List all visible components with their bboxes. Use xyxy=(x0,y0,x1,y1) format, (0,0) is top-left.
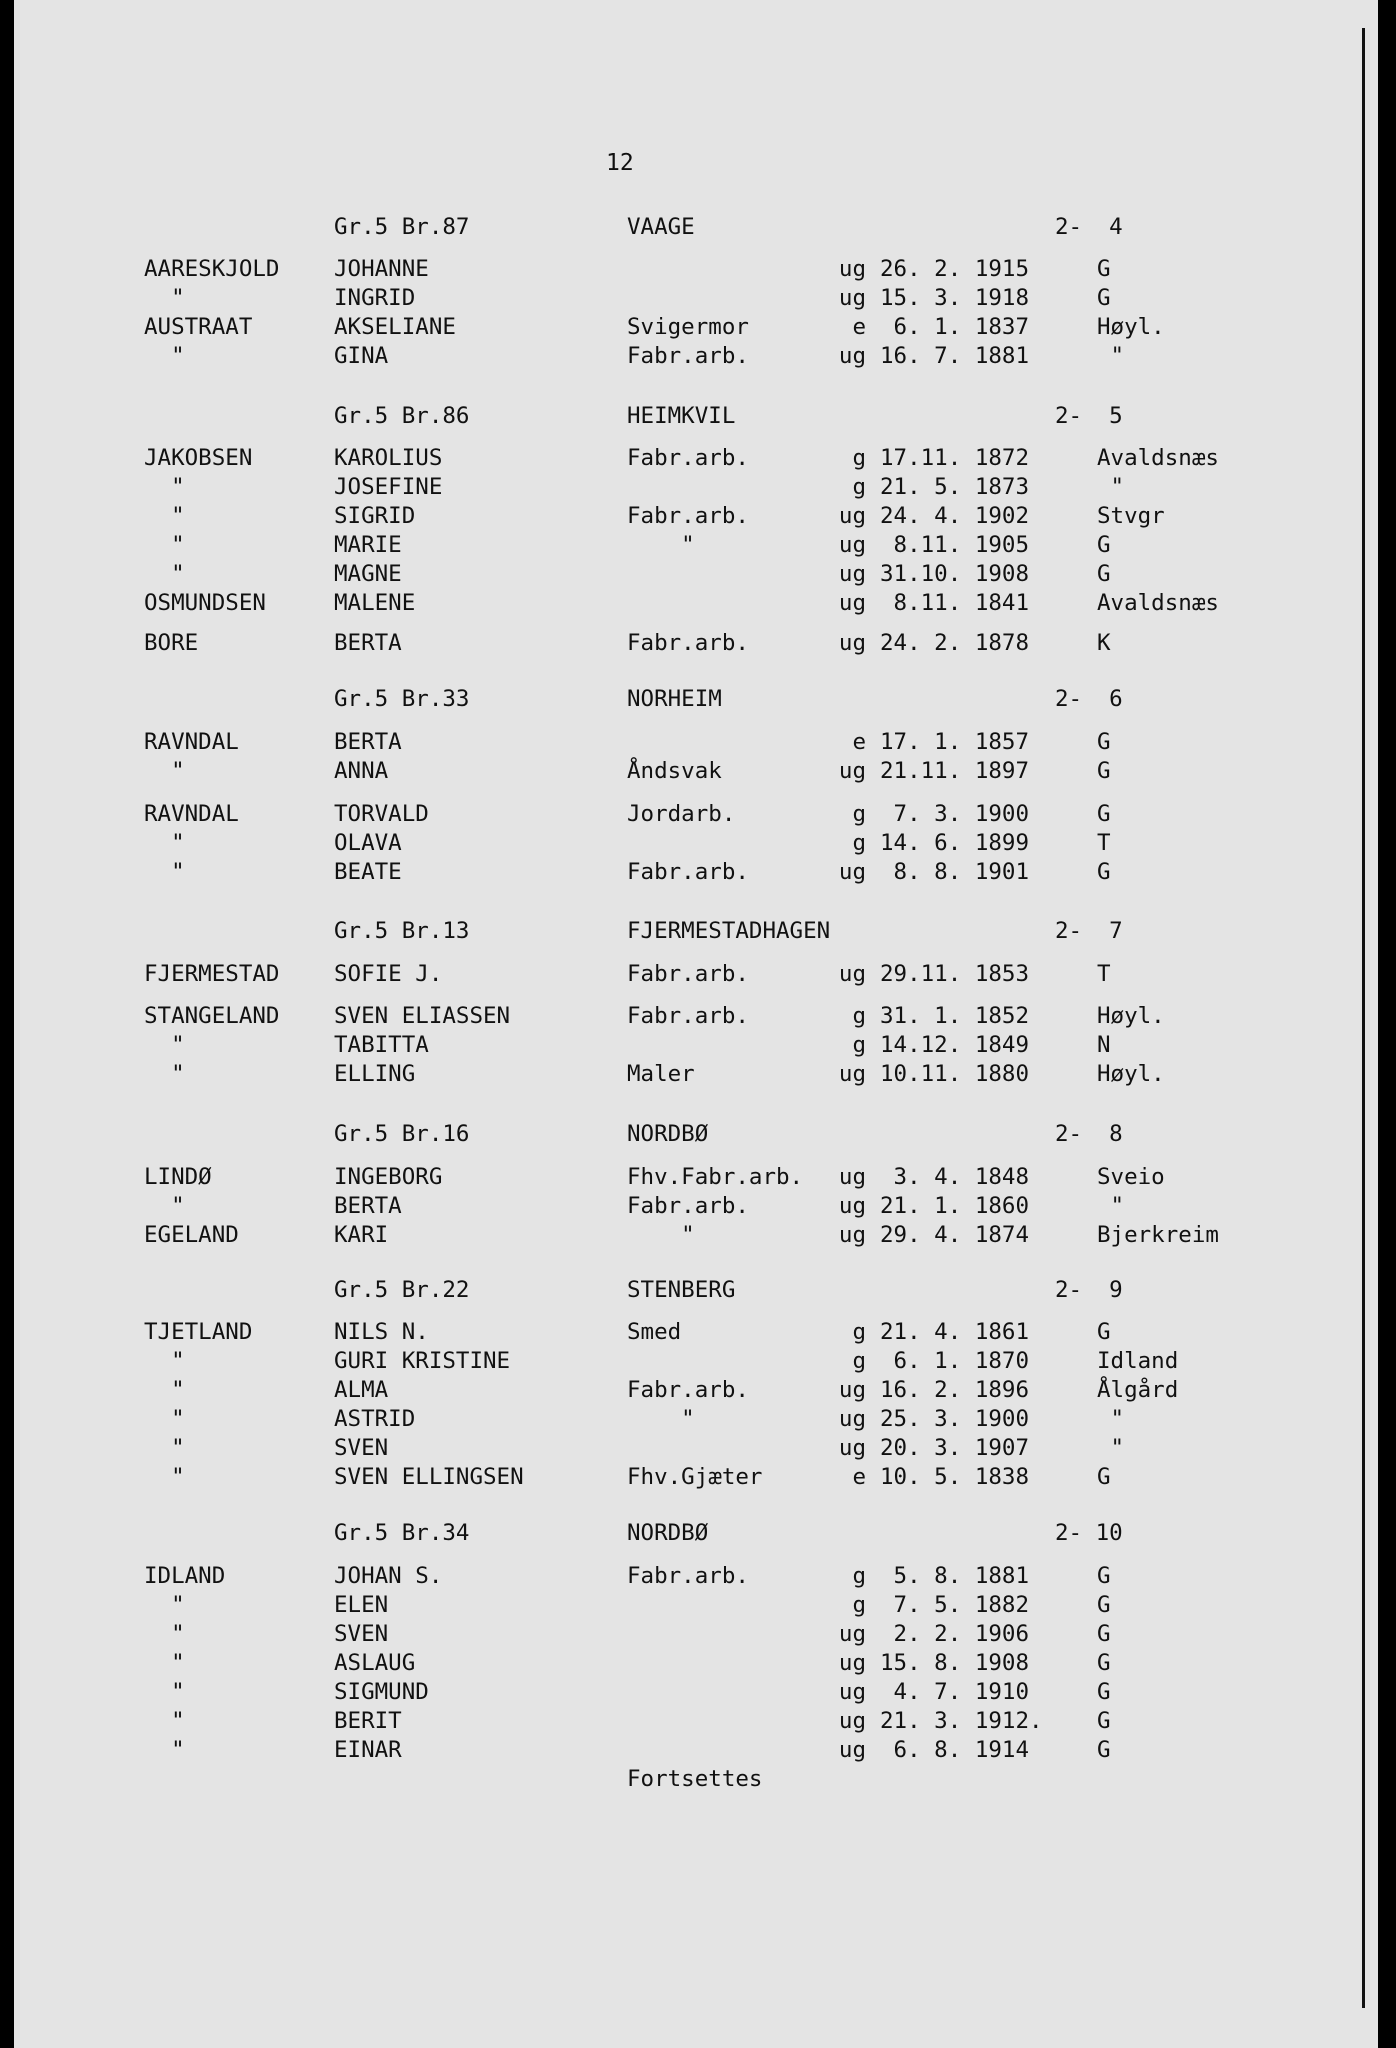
civil-status: ug xyxy=(838,343,866,369)
given-name: BERTA xyxy=(334,630,402,656)
civil-status: g xyxy=(852,1003,866,1029)
birth-date: 21.11. 1897 xyxy=(880,758,1030,784)
birth-place: Avaldsnæs xyxy=(1097,445,1219,471)
birth-date: 8.11. 1905 xyxy=(880,532,1030,558)
given-name: INGRID xyxy=(334,285,416,311)
surname: " xyxy=(144,1061,185,1087)
birth-date: 29.11. 1853 xyxy=(880,961,1030,987)
birth-place: G xyxy=(1097,729,1111,755)
birth-date: 21. 5. 1873 xyxy=(880,474,1030,500)
birth-place: G xyxy=(1097,859,1111,885)
birth-place: T xyxy=(1097,961,1111,987)
occupation: Fabr.arb. xyxy=(627,961,749,987)
birth-place: Høyl. xyxy=(1097,1061,1165,1087)
birth-date: 26. 2. 1915 xyxy=(880,256,1030,282)
birth-place: G xyxy=(1097,1319,1111,1345)
surname: " xyxy=(144,1348,185,1374)
given-name: SIGMUND xyxy=(334,1679,429,1705)
civil-status: e xyxy=(852,314,866,340)
birth-place: K xyxy=(1097,630,1111,656)
continued-label: Fortsettes xyxy=(627,1766,763,1792)
occupation: Fabr.arb. xyxy=(627,445,749,471)
birth-date: 6. 1. 1837 xyxy=(880,314,1030,340)
given-name: JOSEFINE xyxy=(334,474,443,500)
surname: OSMUNDSEN xyxy=(144,590,266,616)
group-reference: Gr.5 Br.22 xyxy=(334,1277,470,1303)
surname: " xyxy=(144,285,185,311)
occupation: Fhv.Fabr.arb. xyxy=(627,1164,804,1190)
occupation: Fabr.arb. xyxy=(627,503,749,529)
birth-place: G xyxy=(1097,532,1111,558)
civil-status: ug xyxy=(838,1708,866,1734)
surname: " xyxy=(144,1377,185,1403)
birth-date: 14.12. 1849 xyxy=(880,1032,1030,1058)
surname: " xyxy=(144,1621,185,1647)
birth-date: 7. 3. 1900 xyxy=(880,801,1030,827)
surname: RAVNDAL xyxy=(144,801,239,827)
birth-place: G xyxy=(1097,758,1111,784)
surname: " xyxy=(144,1193,185,1219)
surname: IDLAND xyxy=(144,1563,226,1589)
civil-status: ug xyxy=(838,1406,866,1432)
group-reference: Gr.5 Br.87 xyxy=(334,214,470,240)
birth-date: 24. 2. 1878 xyxy=(880,630,1030,656)
surname: JAKOBSEN xyxy=(144,445,253,471)
given-name: TABITTA xyxy=(334,1032,429,1058)
birth-place: Stvgr xyxy=(1097,503,1165,529)
civil-status: g xyxy=(852,830,866,856)
birth-place: G xyxy=(1097,285,1111,311)
occupation: Fhv.Gjæter xyxy=(627,1464,763,1490)
civil-status: ug xyxy=(838,1650,866,1676)
surname: " xyxy=(144,561,185,587)
birth-place: G xyxy=(1097,801,1111,827)
civil-status: ug xyxy=(838,561,866,587)
birth-date: 7. 5. 1882 xyxy=(880,1592,1030,1618)
birth-date: 6. 1. 1870 xyxy=(880,1348,1030,1374)
birth-place: G xyxy=(1097,561,1111,587)
household-number: 2- 9 xyxy=(1055,1277,1123,1303)
occupation: " xyxy=(627,532,695,558)
birth-place: " xyxy=(1097,1435,1125,1461)
surname: LINDØ xyxy=(144,1164,212,1190)
birth-date: 8.11. 1841 xyxy=(880,590,1030,616)
surname: " xyxy=(144,830,185,856)
given-name: SVEN ELIASSEN xyxy=(334,1003,511,1029)
surname: TJETLAND xyxy=(144,1319,253,1345)
given-name: KAROLIUS xyxy=(334,445,443,471)
group-reference: Gr.5 Br.13 xyxy=(334,918,470,944)
birth-date: 5. 8. 1881 xyxy=(880,1563,1030,1589)
birth-place: G xyxy=(1097,1563,1111,1589)
civil-status: g xyxy=(852,1592,866,1618)
surname: EGELAND xyxy=(144,1222,239,1248)
farm-name: FJERMESTADHAGEN xyxy=(627,918,831,944)
birth-place: G xyxy=(1097,1621,1111,1647)
given-name: MAGNE xyxy=(334,561,402,587)
birth-date: 24. 4. 1902 xyxy=(880,503,1030,529)
household-number: 2- 5 xyxy=(1055,403,1123,429)
civil-status: ug xyxy=(838,1435,866,1461)
occupation: Svigermor xyxy=(627,314,749,340)
birth-place: Avaldsnæs xyxy=(1097,590,1219,616)
given-name: AKSELIANE xyxy=(334,314,456,340)
given-name: KARI xyxy=(334,1222,389,1248)
group-reference: Gr.5 Br.86 xyxy=(334,403,470,429)
civil-status: g xyxy=(852,1563,866,1589)
birth-place: T xyxy=(1097,830,1111,856)
birth-place: G xyxy=(1097,1592,1111,1618)
given-name: INGEBORG xyxy=(334,1164,443,1190)
civil-status: g xyxy=(852,1319,866,1345)
civil-status: e xyxy=(852,1464,866,1490)
given-name: ASTRID xyxy=(334,1406,416,1432)
given-name: BEATE xyxy=(334,859,402,885)
occupation: Fabr.arb. xyxy=(627,630,749,656)
occupation: " xyxy=(627,1406,695,1432)
birth-place: Sveio xyxy=(1097,1164,1165,1190)
birth-place: Idland xyxy=(1097,1348,1179,1374)
surname: STANGELAND xyxy=(144,1003,280,1029)
occupation: Fabr.arb. xyxy=(627,1193,749,1219)
occupation: Maler xyxy=(627,1061,695,1087)
occupation: Jordarb. xyxy=(627,801,736,827)
given-name: SVEN xyxy=(334,1621,389,1647)
given-name: GINA xyxy=(334,343,389,369)
household-number: 2- 4 xyxy=(1055,214,1123,240)
given-name: MALENE xyxy=(334,590,416,616)
given-name: SVEN xyxy=(334,1435,389,1461)
birth-place: G xyxy=(1097,1737,1111,1763)
birth-place: Høyl. xyxy=(1097,1003,1165,1029)
birth-place: " xyxy=(1097,1193,1125,1219)
household-number: 2- 8 xyxy=(1055,1121,1123,1147)
birth-date: 31. 1. 1852 xyxy=(880,1003,1030,1029)
given-name: TORVALD xyxy=(334,801,429,827)
surname: " xyxy=(144,474,185,500)
civil-status: ug xyxy=(838,590,866,616)
birth-date: 4. 7. 1910 xyxy=(880,1679,1030,1705)
surname: " xyxy=(144,1464,185,1490)
page-number: 12 xyxy=(606,150,634,176)
birth-date: 15. 3. 1918 xyxy=(880,285,1030,311)
birth-date: 16. 7. 1881 xyxy=(880,343,1030,369)
birth-place: G xyxy=(1097,1708,1111,1734)
birth-date: 3. 4. 1848 xyxy=(880,1164,1030,1190)
given-name: NILS N. xyxy=(334,1319,429,1345)
civil-status: g xyxy=(852,445,866,471)
group-reference: Gr.5 Br.16 xyxy=(334,1121,470,1147)
civil-status: ug xyxy=(838,1377,866,1403)
farm-name: NORDBØ xyxy=(627,1121,709,1147)
birth-place: Høyl. xyxy=(1097,314,1165,340)
given-name: EINAR xyxy=(334,1737,402,1763)
surname: RAVNDAL xyxy=(144,729,239,755)
birth-place: " xyxy=(1097,474,1125,500)
household-number: 2- 6 xyxy=(1055,686,1123,712)
civil-status: g xyxy=(852,801,866,827)
farm-name: VAAGE xyxy=(627,214,695,240)
birth-date: 21. 1. 1860 xyxy=(880,1193,1030,1219)
household-number: 2- 10 xyxy=(1055,1520,1123,1546)
farm-name: NORHEIM xyxy=(627,686,722,712)
birth-place: " xyxy=(1097,1406,1125,1432)
occupation: Fabr.arb. xyxy=(627,1003,749,1029)
surname: " xyxy=(144,1650,185,1676)
civil-status: ug xyxy=(838,630,866,656)
birth-place: Ålgård xyxy=(1097,1377,1179,1403)
given-name: ASLAUG xyxy=(334,1650,416,1676)
civil-status: ug xyxy=(838,859,866,885)
civil-status: g xyxy=(852,1032,866,1058)
given-name: GURI KRISTINE xyxy=(334,1348,511,1374)
civil-status: ug xyxy=(838,1679,866,1705)
occupation: " xyxy=(627,1222,695,1248)
civil-status: e xyxy=(852,729,866,755)
birth-date: 29. 4. 1874 xyxy=(880,1222,1030,1248)
birth-date: 10.11. 1880 xyxy=(880,1061,1030,1087)
household-number: 2- 7 xyxy=(1055,918,1123,944)
surname: " xyxy=(144,532,185,558)
birth-place: N xyxy=(1097,1032,1111,1058)
birth-place: G xyxy=(1097,1650,1111,1676)
occupation: Fabr.arb. xyxy=(627,343,749,369)
farm-name: NORDBØ xyxy=(627,1520,709,1546)
occupation: Smed xyxy=(627,1319,682,1345)
birth-place: G xyxy=(1097,1679,1111,1705)
given-name: JOHANNE xyxy=(334,256,429,282)
occupation: Åndsvak xyxy=(627,758,722,784)
civil-status: ug xyxy=(838,1061,866,1087)
civil-status: g xyxy=(852,474,866,500)
given-name: SIGRID xyxy=(334,503,416,529)
farm-name: HEIMKVIL xyxy=(627,403,736,429)
birth-place: G xyxy=(1097,1464,1111,1490)
surname: BORE xyxy=(144,630,199,656)
given-name: SOFIE J. xyxy=(334,961,443,987)
given-name: JOHAN S. xyxy=(334,1563,443,1589)
given-name: BERIT xyxy=(334,1708,402,1734)
civil-status: ug xyxy=(838,1193,866,1219)
surname: " xyxy=(144,1592,185,1618)
birth-date: 8. 8. 1901 xyxy=(880,859,1030,885)
given-name: BERTA xyxy=(334,729,402,755)
occupation: Fabr.arb. xyxy=(627,1377,749,1403)
given-name: ELLING xyxy=(334,1061,416,1087)
farm-name: STENBERG xyxy=(627,1277,736,1303)
birth-date: 20. 3. 1907 xyxy=(880,1435,1030,1461)
birth-date: 16. 2. 1896 xyxy=(880,1377,1030,1403)
birth-date: 17.11. 1872 xyxy=(880,445,1030,471)
birth-place: G xyxy=(1097,256,1111,282)
surname: " xyxy=(144,503,185,529)
surname: " xyxy=(144,1406,185,1432)
birth-date: 10. 5. 1838 xyxy=(880,1464,1030,1490)
birth-place: " xyxy=(1097,343,1125,369)
given-name: MARIE xyxy=(334,532,402,558)
census-page xyxy=(14,0,1378,2048)
civil-status: ug xyxy=(838,1222,866,1248)
occupation: Fabr.arb. xyxy=(627,859,749,885)
birth-date: 15. 8. 1908 xyxy=(880,1650,1030,1676)
given-name: ALMA xyxy=(334,1377,389,1403)
surname: AARESKJOLD xyxy=(144,256,280,282)
group-reference: Gr.5 Br.34 xyxy=(334,1520,470,1546)
birth-date: 6. 8. 1914 xyxy=(880,1737,1030,1763)
given-name: OLAVA xyxy=(334,830,402,856)
birth-date: 31.10. 1908 xyxy=(880,561,1030,587)
margin-rule xyxy=(1362,28,1365,2008)
given-name: ANNA xyxy=(334,758,389,784)
civil-status: ug xyxy=(838,1164,866,1190)
civil-status: ug xyxy=(838,532,866,558)
birth-place: Bjerkreim xyxy=(1097,1222,1219,1248)
surname: " xyxy=(144,1435,185,1461)
surname: " xyxy=(144,1679,185,1705)
surname: " xyxy=(144,1032,185,1058)
civil-status: ug xyxy=(838,503,866,529)
surname: FJERMESTAD xyxy=(144,961,280,987)
civil-status: ug xyxy=(838,256,866,282)
surname: " xyxy=(144,1708,185,1734)
given-name: BERTA xyxy=(334,1193,402,1219)
birth-date: 21. 3. 1912. xyxy=(880,1708,1043,1734)
occupation: Fabr.arb. xyxy=(627,1563,749,1589)
surname: " xyxy=(144,1737,185,1763)
civil-status: ug xyxy=(838,758,866,784)
civil-status: ug xyxy=(838,285,866,311)
given-name: SVEN ELLINGSEN xyxy=(334,1464,524,1490)
birth-date: 25. 3. 1900 xyxy=(880,1406,1030,1432)
birth-date: 2. 2. 1906 xyxy=(880,1621,1030,1647)
civil-status: g xyxy=(852,1348,866,1374)
surname: " xyxy=(144,343,185,369)
civil-status: ug xyxy=(838,961,866,987)
civil-status: ug xyxy=(838,1737,866,1763)
given-name: ELEN xyxy=(334,1592,389,1618)
birth-date: 21. 4. 1861 xyxy=(880,1319,1030,1345)
surname: " xyxy=(144,758,185,784)
surname: " xyxy=(144,859,185,885)
birth-date: 14. 6. 1899 xyxy=(880,830,1030,856)
group-reference: Gr.5 Br.33 xyxy=(334,686,470,712)
surname: AUSTRAAT xyxy=(144,314,253,340)
civil-status: ug xyxy=(838,1621,866,1647)
birth-date: 17. 1. 1857 xyxy=(880,729,1030,755)
